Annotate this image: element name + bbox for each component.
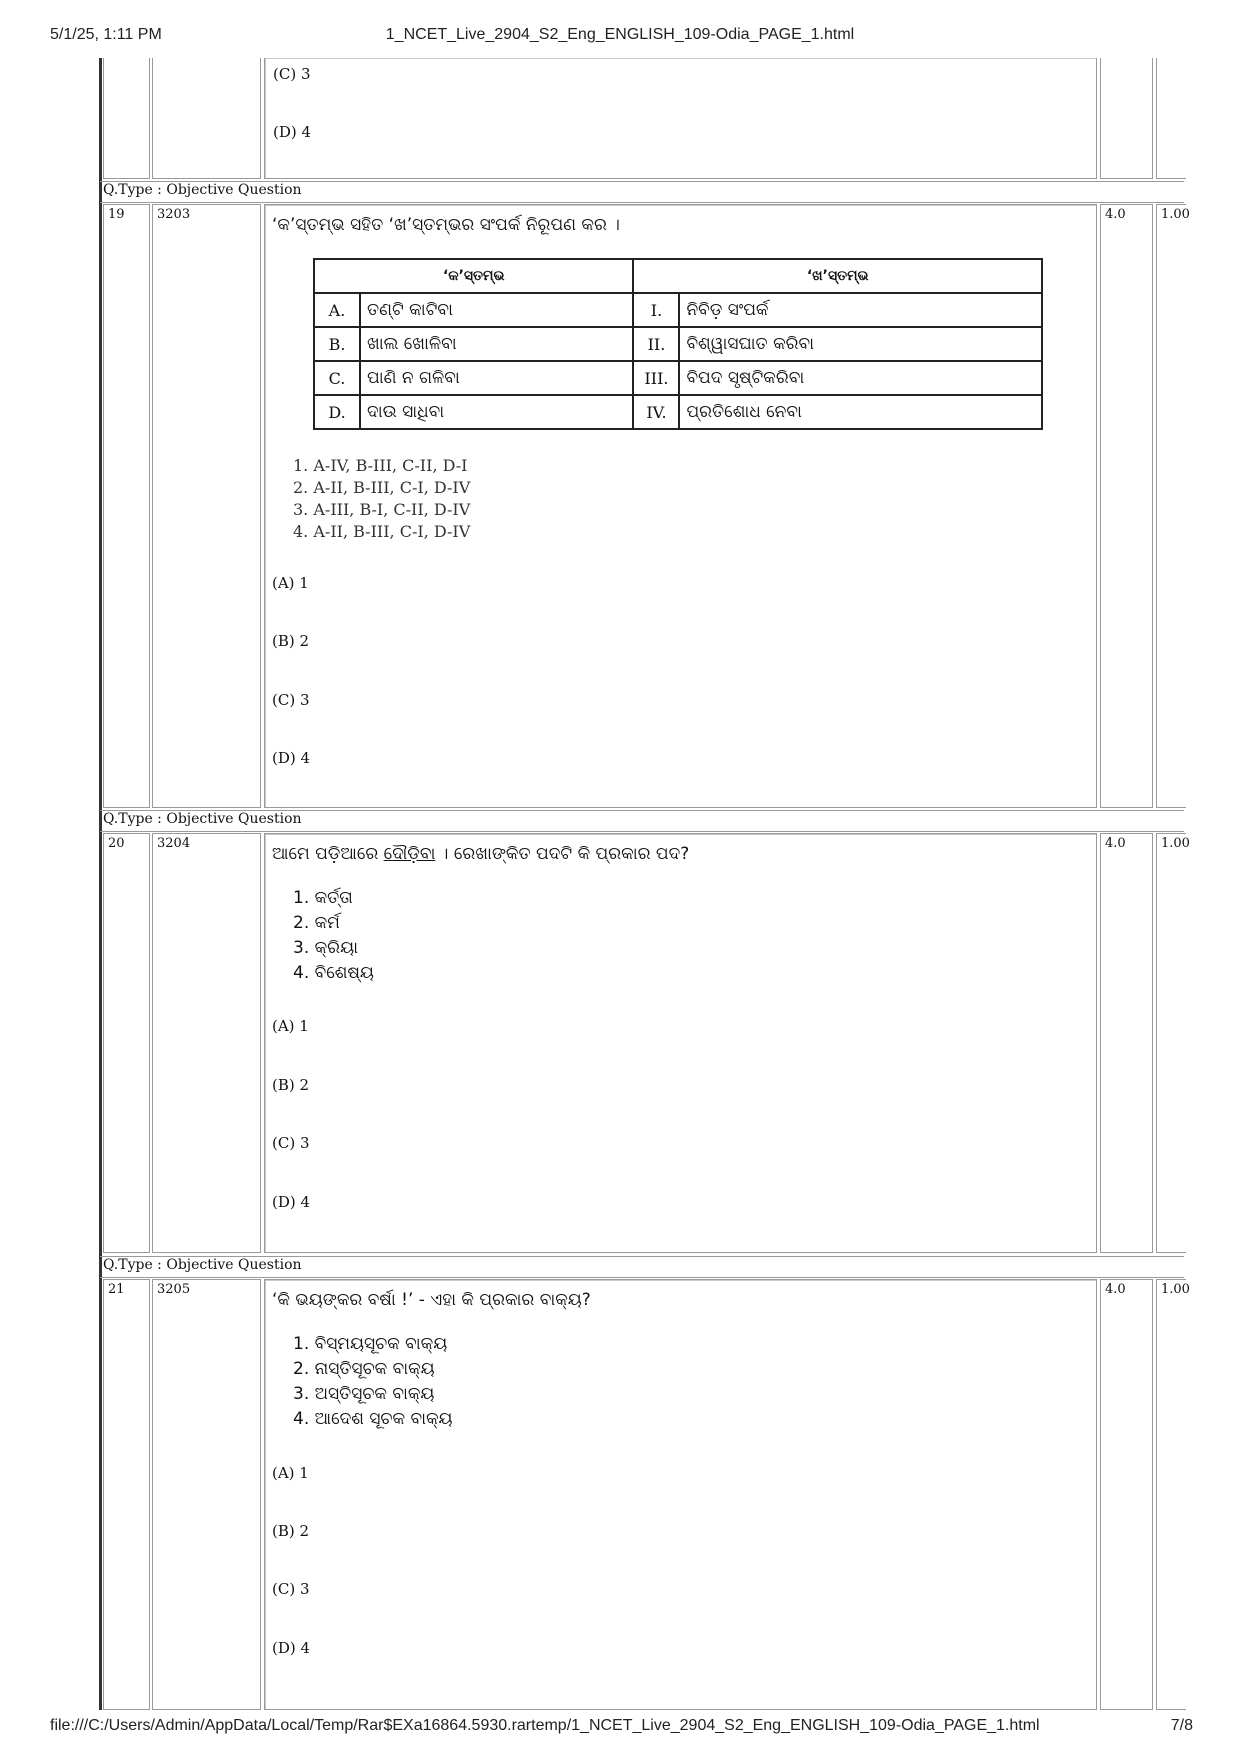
print-doc-title: 1_NCET_Live_2904_S2_Eng_ENGLISH_109-Odia_PAGE_1.html — [385, 26, 855, 43]
question-text-lead: ଆମେ ପଡ଼ିଆରେ — [272, 844, 384, 864]
row-value-a: ଦାଉ ସାଧିବା — [360, 395, 633, 429]
row-value-a: ଖାଲ ଖୋଳିବା — [360, 327, 633, 361]
negative-marks-value: 1.00 — [1161, 1282, 1190, 1297]
question-id: 3203 — [157, 207, 191, 222]
carry-question-cell — [264, 58, 1097, 179]
answer-option-a: (A) 1 — [272, 1464, 309, 1482]
option-item: 4. A-II, B-III, C-I, D-IV — [293, 522, 471, 541]
option-item: 4. ଆଦେଶ ସୂଚକ ବାକ୍ୟ — [293, 1409, 453, 1429]
option-item: 1. ବିସ୍ମୟସୂଚକ ବାକ୍ୟ — [293, 1334, 448, 1354]
marks-value: 4.0 — [1105, 1282, 1126, 1297]
question-id: 3204 — [157, 836, 191, 851]
negative-marks-cell — [1156, 833, 1190, 1253]
row-key-b: III. — [633, 361, 679, 395]
row-key-b: I. — [633, 293, 679, 327]
negative-marks-value: 1.00 — [1161, 207, 1190, 222]
carry-marks-cell — [1100, 58, 1153, 179]
answer-option-d: (D) 4 — [272, 1639, 311, 1657]
option-item: 1. A-IV, B-III, C-II, D-I — [293, 456, 468, 475]
option-list — [293, 1332, 453, 1432]
print-datetime: 5/1/25, 1:11 PM — [50, 26, 162, 43]
option-item: 1. କର୍ତ୍ତା — [293, 888, 353, 908]
answer-option-c: (C) 3 — [272, 691, 310, 709]
row-value-a: ତଣ୍ଟି କାଟିବା — [360, 293, 633, 327]
answer-option-a: (A) 1 — [272, 1017, 309, 1035]
question-serial: 19 — [108, 207, 125, 222]
option-item: 4. ବିଶେଷ୍ୟ — [293, 963, 374, 983]
carry-sl-cell — [103, 58, 150, 179]
print-header — [0, 26, 1240, 56]
underlined-word: ଦୌଡ଼ିବା — [383, 844, 436, 864]
carry-option-d: (D) 4 — [273, 123, 312, 141]
option-item: 3. କ୍ରିୟା — [293, 938, 358, 958]
row-value-b: ପ୍ରତିଶୋଧ ନେବା — [679, 395, 1042, 429]
qtype-label: Q.Type : Objective Question — [103, 811, 302, 827]
marks-value: 4.0 — [1105, 207, 1126, 222]
option-item: 2. A-II, B-III, C-I, D-IV — [293, 478, 471, 497]
divider — [100, 1277, 1184, 1278]
answer-option-b: (B) 2 — [272, 632, 310, 650]
column-b-header: ‘ଖ’ସ୍ତମ୍ଭ — [633, 259, 1042, 293]
row-key-a: B. — [314, 327, 360, 361]
answer-option-a: (A) 1 — [272, 574, 309, 592]
answer-option-c: (C) 3 — [272, 1580, 310, 1598]
match-table-row — [314, 361, 1042, 395]
marks-value: 4.0 — [1105, 836, 1126, 851]
marks-cell — [1100, 1279, 1153, 1710]
negative-marks-value: 1.00 — [1161, 836, 1190, 851]
negative-marks-cell — [1156, 1279, 1190, 1710]
print-file-path: file:///C:/Users/Admin/AppData/Local/Temp/Rar$EXa16864.5930.rartemp/1_NCET_Live_2904_S2_Eng_ENGLISH_109-Odia_PAGE_1.html — [50, 1717, 1040, 1734]
option-item: 2. ନାସ୍ତିସୂଚକ ବାକ୍ୟ — [293, 1359, 435, 1379]
row-value-b: ବିପଦ ସୃଷ୍ଟିକରିବା — [679, 361, 1042, 395]
question-serial: 21 — [108, 1282, 125, 1297]
carry-qid-cell — [152, 58, 261, 179]
print-page-number: 7/8 — [1170, 1717, 1193, 1734]
divider — [100, 831, 1184, 832]
divider — [100, 202, 1184, 203]
carry-option-c: (C) 3 — [273, 65, 311, 83]
qid-cell — [152, 1279, 261, 1710]
question-text — [272, 844, 689, 864]
sl-cell — [103, 833, 150, 1253]
frame-left-border — [99, 58, 102, 1710]
sl-cell — [103, 204, 150, 808]
match-table-row — [314, 395, 1042, 429]
question-text: ‘କ’ସ୍ତମ୍ଭ ସହିତ ‘ଖ’ସ୍ତମ୍ଭର ସଂପର୍କ ନିରୂପଣ କର । — [272, 215, 620, 235]
row-key-a: A. — [314, 293, 360, 327]
row-value-a: ପାଣି ନ ଗଳିବା — [360, 361, 633, 395]
row-key-a: D. — [314, 395, 360, 429]
answer-option-d: (D) 4 — [272, 749, 311, 767]
sl-cell — [103, 1279, 150, 1710]
negative-marks-cell — [1156, 204, 1190, 808]
print-footer — [0, 1717, 1240, 1747]
match-table — [313, 258, 1043, 430]
option-list — [293, 886, 374, 986]
option-item: 3. A-III, B-I, C-II, D-IV — [293, 500, 471, 519]
qid-cell — [152, 833, 261, 1253]
row-key-a: C. — [314, 361, 360, 395]
marks-cell — [1100, 833, 1153, 1253]
qtype-label: Q.Type : Objective Question — [103, 182, 302, 198]
option-item: 2. କର୍ମ — [293, 913, 340, 933]
qid-cell — [152, 204, 261, 808]
question-serial: 20 — [108, 836, 125, 851]
row-value-b: ନିବିଡ଼ ସଂପର୍କ — [679, 293, 1042, 327]
option-list — [293, 455, 470, 543]
row-key-b: II. — [633, 327, 679, 361]
carry-neg-cell — [1156, 58, 1186, 179]
row-key-b: IV. — [633, 395, 679, 429]
option-item: 3. ଅସ୍ତିସୂଚକ ବାକ୍ୟ — [293, 1384, 435, 1404]
question-cell — [264, 833, 1097, 1253]
match-table-row — [314, 327, 1042, 361]
row-value-b: ବିଶ୍ୱାସଘାତ କରିବା — [679, 327, 1042, 361]
column-a-header: ‘କ’ସ୍ତମ୍ଭ — [314, 259, 633, 293]
answer-option-d: (D) 4 — [272, 1193, 311, 1211]
match-table-row — [314, 293, 1042, 327]
answer-option-b: (B) 2 — [272, 1076, 310, 1094]
answer-option-c: (C) 3 — [272, 1134, 310, 1152]
question-text: ‘କି ଭୟଙ୍କର ବର୍ଷା !’ - ଏହା କି ପ୍ରକାର ବାକ୍ୟ? — [272, 1290, 591, 1310]
marks-cell — [1100, 204, 1153, 808]
qtype-label: Q.Type : Objective Question — [103, 1257, 302, 1273]
question-id: 3205 — [157, 1282, 191, 1297]
answer-option-b: (B) 2 — [272, 1522, 310, 1540]
question-text-tail: । ରେଖାଙ୍କିତ ପଦଟି କି ପ୍ରକାର ପଦ? — [435, 844, 690, 864]
match-table-header — [314, 259, 1042, 293]
